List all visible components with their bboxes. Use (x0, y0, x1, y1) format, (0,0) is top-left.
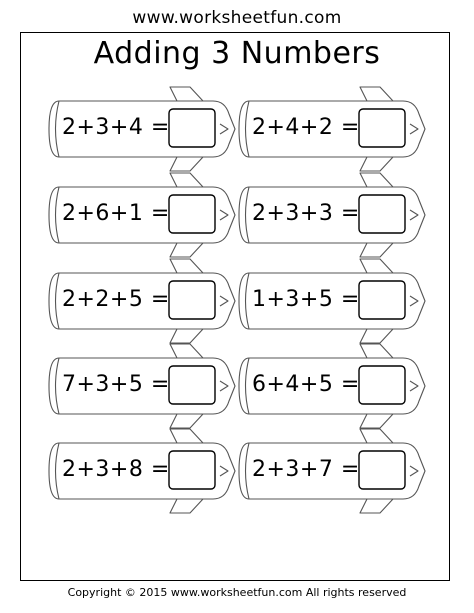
answer-input[interactable] (359, 451, 405, 489)
answer-input[interactable] (169, 451, 215, 489)
problem-card (45, 426, 240, 516)
answer-input[interactable] (169, 281, 215, 319)
answer-input[interactable] (169, 109, 215, 147)
problem-expression: 2+3+4 = (62, 115, 170, 140)
problem-expression: 7+3+5 = (62, 372, 170, 397)
problem-expression: 6+4+5 = (252, 372, 360, 397)
problem-expression: 2+6+1 = (62, 201, 170, 226)
answer-input[interactable] (359, 195, 405, 233)
answer-input[interactable] (169, 195, 215, 233)
problem-card (235, 341, 430, 431)
problem-expression: 2+3+8 = (62, 457, 170, 482)
problem-card (235, 256, 430, 346)
site-url: www.worksheetfun.com (132, 8, 342, 28)
problem-card (235, 84, 430, 174)
problem-card (235, 170, 430, 260)
problem-expression: 2+3+3 = (252, 201, 360, 226)
worksheet-title: Adding 3 Numbers (93, 36, 381, 71)
problem-expression: 2+3+7 = (252, 457, 360, 482)
answer-input[interactable] (169, 366, 215, 404)
problem-expression: 2+4+2 = (252, 115, 360, 140)
problem-card (45, 170, 240, 260)
problem-card (45, 256, 240, 346)
answer-input[interactable] (359, 281, 405, 319)
copyright-footer: Copyright © 2015 www.worksheetfun.com All rights reserved (67, 586, 407, 599)
problem-card (45, 341, 240, 431)
problem-card (45, 84, 240, 174)
answer-input[interactable] (359, 366, 405, 404)
problem-card (235, 426, 430, 516)
problem-expression: 1+3+5 = (252, 287, 360, 312)
problem-expression: 2+2+5 = (62, 287, 170, 312)
answer-input[interactable] (359, 109, 405, 147)
